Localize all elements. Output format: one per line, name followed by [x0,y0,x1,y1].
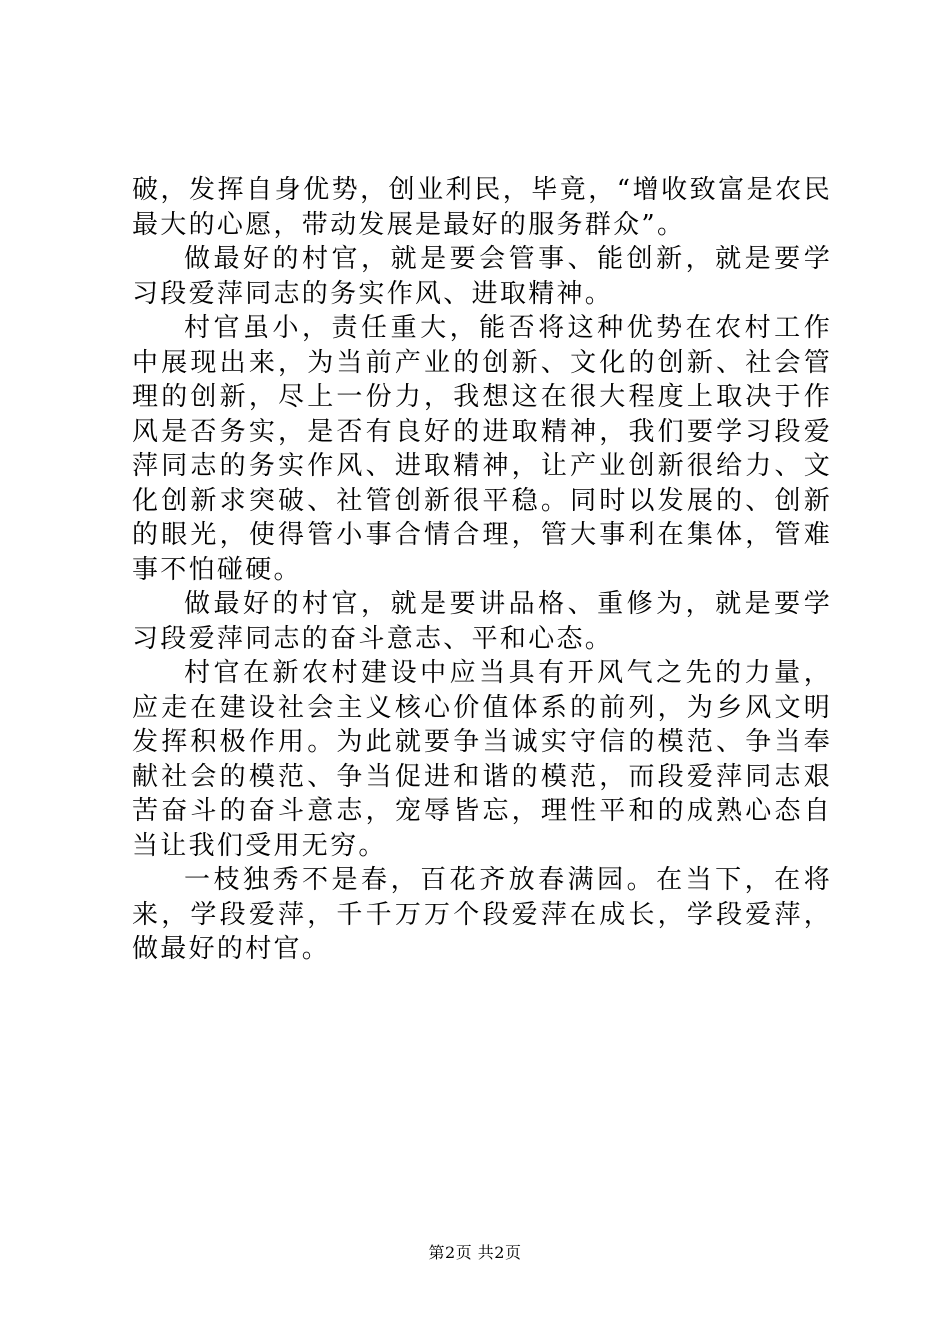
paragraph-heading-character: 做最好的村官，就是要讲品格、重修为，就是要学习段爱萍同志的奋斗意志、平和心态。 [132,589,832,654]
paragraph-continuation: 破，发挥自身优势，创业利民，毕竟，“增收致富是农民最大的心愿，带动发展是最好的服务群众”。 [132,175,832,240]
page-number-footer: 第2页 共2页 [428,1243,522,1262]
document-body [132,173,832,967]
paragraph-heading-manage-innovate: 做最好的村官，就是要会管事、能创新，就是要学习段爱萍同志的务实作风、进取精神。 [132,244,832,309]
paragraph-conclusion: 一枝独秀不是春，百花齐放春满园。在当下，在将来，学段爱萍，千千万万个段爱萍在成长，学段爱萍，做最好的村官。 [132,865,832,964]
paragraph-responsibility: 村官虽小，责任重大，能否将这种优势在农村工作中展现出来，为当前产业的创新、文化的创新、社会管理的创新，尽上一份力，我想这在很大程度上取决于作风是否务实，是否有良好的进取精神，我们要学习段爱萍同志的务实作风、进取精神，让产业创新很给力、文化创新求突破、社管创新很平稳。同时以发展的、创新的眼光，使得管小事合情合理，管大事利在集体，管难事不怕碰硬。 [132,313,832,585]
paragraph-new-countryside: 村官在新农村建设中应当具有开风气之先的力量，应走在建设社会主义核心价值体系的前列，为乡风文明发挥积极作用。为此就要争当诚实守信的模范、争当奉献社会的模范、争当促进和谐的模范，而段爱萍同志艰苦奋斗的奋斗意志，宠辱皆忘，理性平和的成熟心态自当让我们受用无穷。 [132,658,832,861]
